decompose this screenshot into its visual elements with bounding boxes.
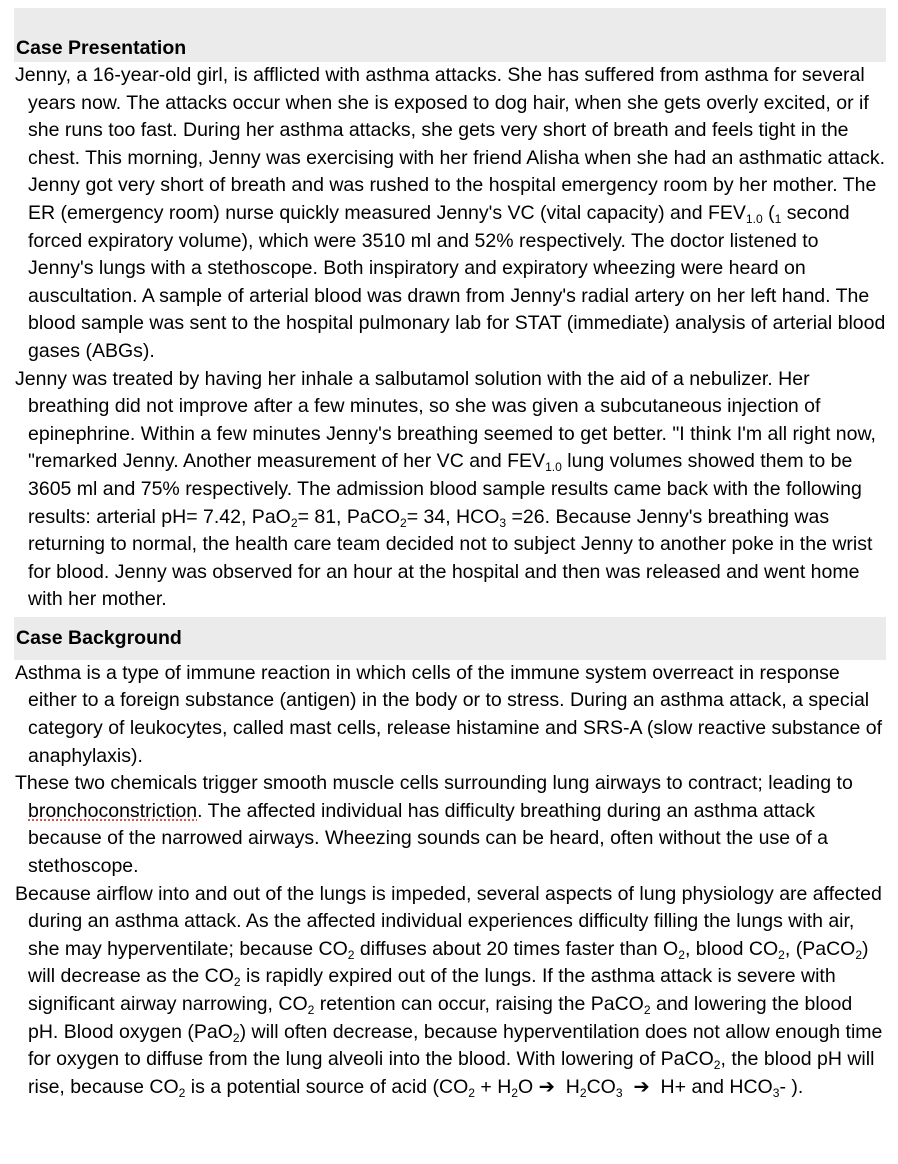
paragraph: Asthma is a type of immune reaction in which cells of the immune system overreact in response either to a foreign substance (antigen) in the body or to stress. During an asthma attack, a special category of leukocytes, called mast cells, release histamine and SRS-A (slow reactive substance of anaphylaxis). xyxy=(15,661,883,767)
paragraph: Because airflow into and out of the lungs is impeded, several aspects of lung physiology are affected during an asthma attack. As the affected individual experiences difficulty filling the lungs with air, she may hyperventilate; because $CO_2$ diffuses about 20 times faster than $O_2$, blood $CO_2$, (PaCO$_2$) will decrease as the $CO_2$ is rapidly expired out of the lungs. If the asthma attack is severe with significant airway narrowing, $CO_2$ retention can occur, raising the PaCO$_2$ and lowering the blood pH. Blood oxygen (PaO$_2$) will often decrease, because hyperventilation does not allow enough time for oxygen to diffuse from the lung alveoli into the blood. With lowering of PaCO$_2$, the blood pH will rise, because $CO_2$ is a potential source of acid ($CO_2 + H_2O$ ➔ $H_2CO_3$ ➔ H+ and $HCO_3-$ ). xyxy=(15,882,883,1100)
paragraph: Jenny, a 16-year-old girl, is afflicted with asthma attacks. She has suffered from asthma for several years now. The attacks occur when she is exposed to dog hair, when she gets overly excited, or if she runs too fast. During her asthma attacks, she gets very short of breath and feels tight in the chest. This morning, Jenny was exercising with her friend Alisha when she had an asthmatic attack. Jenny got very short of breath and was rushed to the hospital emergency room by her mother. The ER (emergency room) nurse quickly measured Jenny's VC (vital capacity) and $FEV_{1.0}$ ($_1$ second forced expiratory volume), which were 3510 ml and 52% respectively. The doctor listened to Jenny's lungs with a stethoscope. Both inspiratory and expiratory wheezing were heard on auscultation. A sample of arterial blood was drawn from Jenny's radial artery on her left hand. The blood sample was sent to the hospital pulmonary lab for STAT (immediate) analysis of arterial blood gases (ABGs). xyxy=(15,64,886,362)
paragraph: These two chemicals trigger smooth muscle cells surrounding lung airways to contract; leading to bronchoconstriction. The affected individual has difficulty breathing during an asthma attack because of the narrowed airways. Wheezing sounds can be heard, often without the use of a stethoscope. xyxy=(15,772,853,878)
case-presentation-heading xyxy=(14,8,886,62)
case-presentation-section xyxy=(14,8,886,614)
section-title: Case Background xyxy=(16,627,182,650)
case-background-heading xyxy=(14,617,886,660)
section-title: Case Presentation xyxy=(16,37,187,59)
paragraph: Jenny was treated by having her inhale a salbutamol solution with the aid of a nebulizer. Her breathing did not improve after a few minutes, so she was given a subcutaneous injection of epinephrine. Within a few minutes Jenny's breathing seemed to get better. "I think I'm all right now, "remarked Jenny. Another measurement of her VC and $FEV_{1.0}$ lung volumes showed them to be 3605 ml and 75% respectively. The admission blood sample results came back with the following results: arterial pH= 7.42, PaO$_2$= 81, PaCO$_2$= 34, $HCO_3 =26$. Because Jenny's breathing was returning to normal, the health care team decided not to subject Jenny to another poke in the wrist for blood. Jenny was observed for an hour at the hospital and then was released and went home with her mother. xyxy=(15,367,876,611)
case-background-section xyxy=(14,617,886,1102)
